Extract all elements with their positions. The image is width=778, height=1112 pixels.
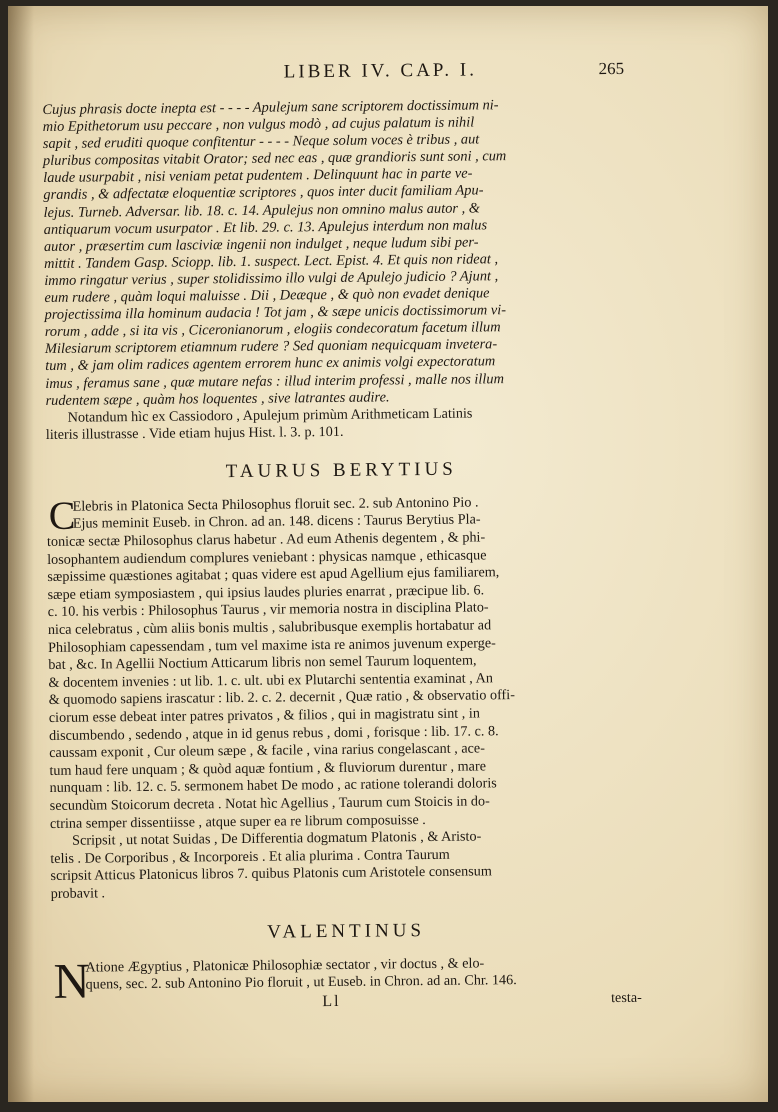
catchword: testa- [610, 989, 642, 1006]
note-line: sapit , sed eruditi quoque confitentur - - - - Neque solum voces è tribus , aut [42, 131, 480, 153]
body-line: c. 10. his verbis : Philosophus Taurus , vir memoria nostra in disciplina Plato- [47, 599, 489, 621]
body-line: sæpe etiam symposiastem , qui ipsius laudes pluries enarrat , præcipue lib. 6. [47, 582, 485, 603]
note-line: mittit . Tandem Gasp. Sciopp. lib. 1. suspect. Lect. Epist. 4. Et quis non rideat , [44, 251, 499, 272]
cassiodorus-paragraph [46, 403, 636, 444]
body-line: Atione Ægyptius , Platonicæ Philosophiæ sectator , vir doctus , & elo- [85, 954, 485, 976]
running-head [42, 58, 632, 94]
page-spine-shadow [8, 6, 34, 1102]
body-line: Scripsit , ut notat Suidas , De Differentia dogmatum Platonis , & Aristo- [72, 828, 482, 849]
note-line: imus , feramus sane , quæ mutare nefas : illud interim professi , malle nos illum [45, 370, 505, 392]
body-line: literis illustrasse . Vide etiam hujus Hist. l. 3. p. 101. [45, 424, 344, 444]
body-line: telis . De Corporibus , & Incorporeis . Et alia plurima . Contra Taurum [50, 846, 450, 867]
drop-capital: N [53, 952, 90, 1009]
note-line: immo ringatur verius , super stolidissimo illo vulgi de Apulejo judicio ? Ajunt , [44, 268, 499, 289]
body-line: nica celebratus , cùm aliis bonis multis , salubribusque exemplis hortabatur ad [47, 617, 492, 638]
body-line: ciorum esse debeat inter patres privatos , & filios , qui in magistratu sint , in [48, 705, 480, 726]
note-line: Cujus phrasis docte inepta est - - - - Apulejum sane scriptorem doctissimum ni- [42, 97, 499, 118]
note-line: eum rudere , quàm loqui maluisse . Dii , Deæque , & quò non evadet denique [44, 285, 490, 307]
body-line: secundùm Stoicorum decreta . Notat hìc Agellius , Taurum cum Stoicis in do- [49, 793, 490, 814]
note-line: Milesiarum scriptorem etiamnum rudere ? Sed quoniam nequicquam invetera- [44, 336, 498, 358]
text-block [42, 58, 642, 1014]
note-line: rudentem sæpe , quàm hos loquentes , sive latrantes audire. [45, 388, 390, 409]
note-line: projectissima illa hominum audacia ! Tot jam , & sæpe unicis doctissimorum vi- [44, 302, 507, 324]
note-line: tum , & jam olim radices agentem errorem hunc ex animis volgi expectoratum [45, 353, 496, 375]
drop-capital: C [48, 492, 76, 538]
body-line: sæpissime quæstiones agitabat ; quas videre est apud Agellium ejus familiarem, [47, 564, 500, 586]
note-line: antiquarum vocum usurpator . Et lib. 29. c. 13. Apulejus interdum non malus [43, 217, 488, 238]
body-line: losophantem audiendum complures veniebant : physicas namque , ethicasque [47, 547, 487, 568]
page-number: 265 [598, 58, 625, 79]
taurus-paragraph [47, 493, 640, 833]
body-line: probavit . [50, 885, 106, 902]
body-line: Notandum hìc ex Cassiodoro , Apulejum primùm Arithmeticam Latinis [67, 405, 473, 426]
signature-mark: Ll [322, 992, 341, 1010]
body-line: scripsit Atticus Platonicus libros 7. quibus Platonis cum Aristotele consensum [50, 863, 492, 885]
body-line: Philosophiam capessendam , tum vel maxime ista re animos juvenum experge- [48, 634, 496, 656]
scripsit-paragraph [50, 827, 641, 904]
note-line: pluribus compositas vitabit Orator; sed nec eas , quæ grandioris sunt soni , cum [42, 148, 507, 170]
body-line: & docentem invenies : ut lib. 1. c. ult. ubi ex Plutarchi sententia examinat , An [48, 670, 493, 691]
body-line: tum haud fere unquam ; & quòd aquæ fontium , & fluviorum durentur , mare [49, 758, 487, 779]
body-line: discumbendo , sedendo , atque in id genus rebus , domi , forisque : lib. 17. c. 8. [48, 722, 499, 744]
note-line: laude usurpabit , nisi veniam petat pudentem . Delinquunt hac in parte ve- [43, 165, 473, 187]
body-line: quens, sec. 2. sub Antonino Pio floruit , ut Euseb. in Chron. ad an. Chr. 146. [85, 972, 517, 993]
body-line: caussam exponit , Cur oleum sæpe , & facile , vina rarius congelascant , ace- [49, 740, 486, 762]
note-line: lejus. Turneb. Adversar. lib. 18. c. 14. Apulejus non omnino malus autor , & [43, 199, 481, 221]
book-page [8, 6, 768, 1102]
body-line: Ejus meminit Euseb. in Chron. ad an. 148. dicens : Taurus Berytius Pla- [72, 511, 481, 533]
body-line: ctrina semper dissentiisse , atque super ea re librum composuisse . [49, 811, 426, 832]
note-line: grandis , & adfectatæ eloquentiæ scriptores , quos inter ducit familiam Apu- [43, 182, 484, 204]
running-title: LIBER IV. CAP. I. [283, 59, 478, 83]
note-line: autor , præsertim cum lasciviæ ingenii non indulget , neque ludum sibi per- [43, 234, 479, 255]
body-line: bat , &c. In Agellii Noctium Atticarum libris non semel Taurum loquentem, [48, 652, 477, 674]
body-line: Elebris in Platonica Secta Philosophus floruit sec. 2. sub Antonino Pio . [72, 494, 479, 515]
body-line: & quomodo sapiens irascatur : lib. 2. c. 2. decernit , Quæ ratio , & observatio offi- [48, 687, 515, 709]
note-line: rorum , adde , si ita vis , Ciceronianorum , elogiis condecoratum facetum illum [44, 319, 501, 341]
section-heading-taurus: TAURUS BERYTIUS [225, 458, 457, 482]
note-line: mio Epithetorum usu peccare , non vulgus modò , ad cujus palatum is nihil [42, 114, 475, 136]
apuleius-note [42, 96, 635, 410]
section-heading-valentinus: VALENTINUS [267, 919, 426, 943]
body-line: tonicæ sectæ Philosophus clarus habetur . Ad eum Athenis degentem , & phi- [46, 529, 486, 551]
body-line: nunquam : lib. 12. c. 5. sermonem habet De modo , ac ratione tolerandi doloris [49, 775, 497, 797]
